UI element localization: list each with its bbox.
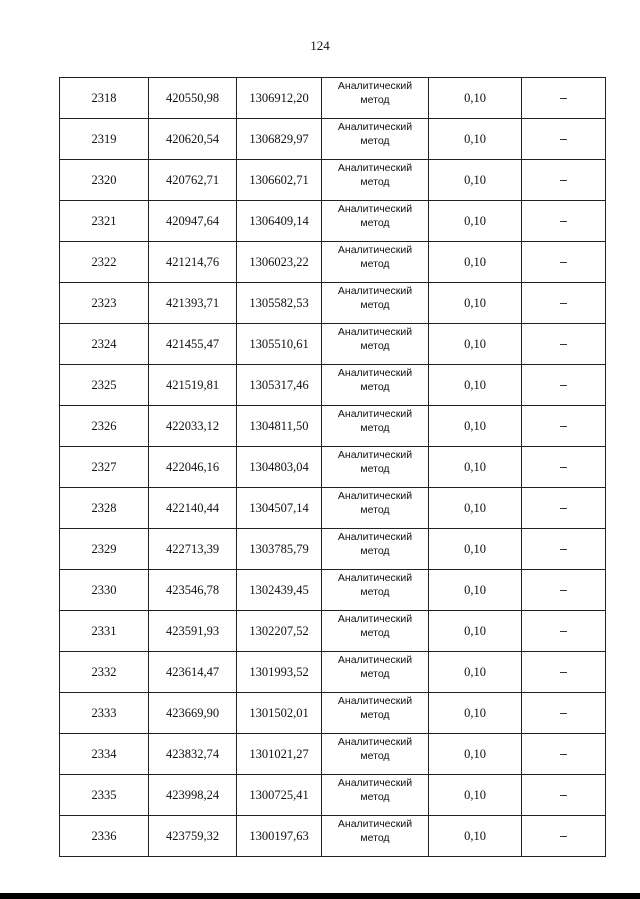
x-coordinate-cell: 421393,71 — [149, 283, 237, 324]
table-body — [60, 78, 606, 857]
method-label-line2: метод — [360, 463, 390, 475]
method-cell — [322, 529, 429, 570]
method-cell — [322, 365, 429, 406]
note-cell: – — [522, 242, 606, 283]
method-cell — [322, 201, 429, 242]
x-coordinate-cell: 423998,24 — [149, 775, 237, 816]
x-coordinate-cell: 422046,16 — [149, 447, 237, 488]
note-cell: – — [522, 324, 606, 365]
point-number-cell: 2329 — [60, 529, 149, 570]
method-cell — [322, 324, 429, 365]
method-label-line2: метод — [360, 791, 390, 803]
method-label-line2: метод — [360, 176, 390, 188]
y-coordinate-cell: 1300197,63 — [237, 816, 322, 857]
note-cell: – — [522, 693, 606, 734]
accuracy-cell: 0,10 — [429, 775, 522, 816]
note-cell: – — [522, 447, 606, 488]
scan-bottom-edge — [0, 893, 640, 899]
note-cell: – — [522, 283, 606, 324]
y-coordinate-cell: 1306912,20 — [237, 78, 322, 119]
note-cell: – — [522, 488, 606, 529]
point-number-cell: 2322 — [60, 242, 149, 283]
accuracy-cell: 0,10 — [429, 242, 522, 283]
point-number-cell: 2325 — [60, 365, 149, 406]
table-row — [60, 365, 606, 406]
y-coordinate-cell: 1301021,27 — [237, 734, 322, 775]
x-coordinate-cell: 420620,54 — [149, 119, 237, 160]
table-row — [60, 529, 606, 570]
point-number-cell: 2324 — [60, 324, 149, 365]
y-coordinate-cell: 1305582,53 — [237, 283, 322, 324]
method-label-line2: метод — [360, 94, 390, 106]
note-cell: – — [522, 406, 606, 447]
y-coordinate-cell: 1302439,45 — [237, 570, 322, 611]
point-number-cell: 2319 — [60, 119, 149, 160]
method-label-line1: Аналитический — [337, 326, 413, 338]
method-label-line2: метод — [360, 668, 390, 680]
method-label-line2: метод — [360, 340, 390, 352]
table-row — [60, 201, 606, 242]
method-cell — [322, 570, 429, 611]
method-label-line2: метод — [360, 217, 390, 229]
accuracy-cell: 0,10 — [429, 201, 522, 242]
method-label-line2: метод — [360, 709, 390, 721]
x-coordinate-cell: 421455,47 — [149, 324, 237, 365]
y-coordinate-cell: 1303785,79 — [237, 529, 322, 570]
accuracy-cell: 0,10 — [429, 324, 522, 365]
method-label-line2: метод — [360, 627, 390, 639]
accuracy-cell: 0,10 — [429, 160, 522, 201]
method-label-line1: Аналитический — [337, 736, 413, 748]
accuracy-cell: 0,10 — [429, 78, 522, 119]
method-label-line1: Аналитический — [337, 654, 413, 666]
method-cell — [322, 693, 429, 734]
method-cell — [322, 816, 429, 857]
accuracy-cell: 0,10 — [429, 406, 522, 447]
y-coordinate-cell: 1302207,52 — [237, 611, 322, 652]
y-coordinate-cell: 1305510,61 — [237, 324, 322, 365]
method-label-line1: Аналитический — [337, 695, 413, 707]
table-row — [60, 119, 606, 160]
note-cell: – — [522, 201, 606, 242]
x-coordinate-cell: 423759,32 — [149, 816, 237, 857]
accuracy-cell: 0,10 — [429, 447, 522, 488]
point-number-cell: 2335 — [60, 775, 149, 816]
method-cell — [322, 734, 429, 775]
method-label-line1: Аналитический — [337, 408, 413, 420]
table-row — [60, 816, 606, 857]
accuracy-cell: 0,10 — [429, 693, 522, 734]
method-label-line2: метод — [360, 545, 390, 557]
table-row — [60, 242, 606, 283]
accuracy-cell: 0,10 — [429, 365, 522, 406]
table-row — [60, 283, 606, 324]
y-coordinate-cell: 1306829,97 — [237, 119, 322, 160]
note-cell: – — [522, 816, 606, 857]
y-coordinate-cell: 1300725,41 — [237, 775, 322, 816]
note-cell: – — [522, 570, 606, 611]
point-number-cell: 2321 — [60, 201, 149, 242]
method-label-line2: метод — [360, 258, 390, 270]
method-cell — [322, 447, 429, 488]
y-coordinate-cell: 1306602,71 — [237, 160, 322, 201]
table-row — [60, 693, 606, 734]
accuracy-cell: 0,10 — [429, 570, 522, 611]
x-coordinate-cell: 421214,76 — [149, 242, 237, 283]
method-label-line2: метод — [360, 750, 390, 762]
note-cell: – — [522, 119, 606, 160]
method-cell — [322, 488, 429, 529]
accuracy-cell: 0,10 — [429, 119, 522, 160]
note-cell: – — [522, 652, 606, 693]
method-cell — [322, 611, 429, 652]
accuracy-cell: 0,10 — [429, 816, 522, 857]
method-label-line1: Аналитический — [337, 162, 413, 174]
y-coordinate-cell: 1306409,14 — [237, 201, 322, 242]
table-row — [60, 488, 606, 529]
method-label-line2: метод — [360, 299, 390, 311]
point-number-cell: 2328 — [60, 488, 149, 529]
accuracy-cell: 0,10 — [429, 529, 522, 570]
note-cell: – — [522, 734, 606, 775]
x-coordinate-cell: 420762,71 — [149, 160, 237, 201]
method-label-line1: Аналитический — [337, 367, 413, 379]
coordinates-table — [59, 77, 606, 857]
method-cell — [322, 119, 429, 160]
method-label-line1: Аналитический — [337, 777, 413, 789]
y-coordinate-cell: 1301502,01 — [237, 693, 322, 734]
table-row — [60, 324, 606, 365]
y-coordinate-cell: 1304811,50 — [237, 406, 322, 447]
method-label-line1: Аналитический — [337, 572, 413, 584]
y-coordinate-cell: 1305317,46 — [237, 365, 322, 406]
y-coordinate-cell: 1304803,04 — [237, 447, 322, 488]
x-coordinate-cell: 420947,64 — [149, 201, 237, 242]
method-label-line1: Аналитический — [337, 121, 413, 133]
accuracy-cell: 0,10 — [429, 611, 522, 652]
note-cell: – — [522, 160, 606, 201]
table-row — [60, 775, 606, 816]
point-number-cell: 2334 — [60, 734, 149, 775]
table-row — [60, 160, 606, 201]
method-label-line2: метод — [360, 832, 390, 844]
note-cell: – — [522, 365, 606, 406]
table-row — [60, 570, 606, 611]
point-number-cell: 2318 — [60, 78, 149, 119]
accuracy-cell: 0,10 — [429, 734, 522, 775]
method-label-line2: метод — [360, 135, 390, 147]
method-label-line2: метод — [360, 422, 390, 434]
point-number-cell: 2331 — [60, 611, 149, 652]
y-coordinate-cell: 1304507,14 — [237, 488, 322, 529]
accuracy-cell: 0,10 — [429, 488, 522, 529]
method-cell — [322, 775, 429, 816]
point-number-cell: 2323 — [60, 283, 149, 324]
x-coordinate-cell: 423614,47 — [149, 652, 237, 693]
point-number-cell: 2320 — [60, 160, 149, 201]
accuracy-cell: 0,10 — [429, 652, 522, 693]
x-coordinate-cell: 423591,93 — [149, 611, 237, 652]
method-label-line1: Аналитический — [337, 80, 413, 92]
accuracy-cell: 0,10 — [429, 283, 522, 324]
method-label-line1: Аналитический — [337, 203, 413, 215]
table-row — [60, 447, 606, 488]
x-coordinate-cell: 423832,74 — [149, 734, 237, 775]
x-coordinate-cell: 423546,78 — [149, 570, 237, 611]
method-cell — [322, 406, 429, 447]
point-number-cell: 2336 — [60, 816, 149, 857]
method-label-line2: метод — [360, 586, 390, 598]
method-label-line2: метод — [360, 381, 390, 393]
x-coordinate-cell: 422140,44 — [149, 488, 237, 529]
method-cell — [322, 283, 429, 324]
table-row — [60, 734, 606, 775]
x-coordinate-cell: 423669,90 — [149, 693, 237, 734]
method-label-line1: Аналитический — [337, 285, 413, 297]
method-label-line2: метод — [360, 504, 390, 516]
point-number-cell: 2332 — [60, 652, 149, 693]
method-cell — [322, 78, 429, 119]
note-cell: – — [522, 529, 606, 570]
point-number-cell: 2327 — [60, 447, 149, 488]
method-label-line1: Аналитический — [337, 490, 413, 502]
point-number-cell: 2330 — [60, 570, 149, 611]
x-coordinate-cell: 420550,98 — [149, 78, 237, 119]
method-label-line1: Аналитический — [337, 818, 413, 830]
table-row — [60, 78, 606, 119]
y-coordinate-cell: 1306023,22 — [237, 242, 322, 283]
x-coordinate-cell: 422713,39 — [149, 529, 237, 570]
x-coordinate-cell: 421519,81 — [149, 365, 237, 406]
note-cell: – — [522, 611, 606, 652]
method-cell — [322, 652, 429, 693]
method-label-line1: Аналитический — [337, 531, 413, 543]
table-row — [60, 406, 606, 447]
table-row — [60, 611, 606, 652]
method-label-line1: Аналитический — [337, 244, 413, 256]
point-number-cell: 2333 — [60, 693, 149, 734]
table-row — [60, 652, 606, 693]
point-number-cell: 2326 — [60, 406, 149, 447]
page-number: 124 — [310, 38, 330, 53]
x-coordinate-cell: 422033,12 — [149, 406, 237, 447]
method-cell — [322, 160, 429, 201]
method-cell — [322, 242, 429, 283]
method-label-line1: Аналитический — [337, 449, 413, 461]
note-cell: – — [522, 775, 606, 816]
note-cell: – — [522, 78, 606, 119]
y-coordinate-cell: 1301993,52 — [237, 652, 322, 693]
method-label-line1: Аналитический — [337, 613, 413, 625]
